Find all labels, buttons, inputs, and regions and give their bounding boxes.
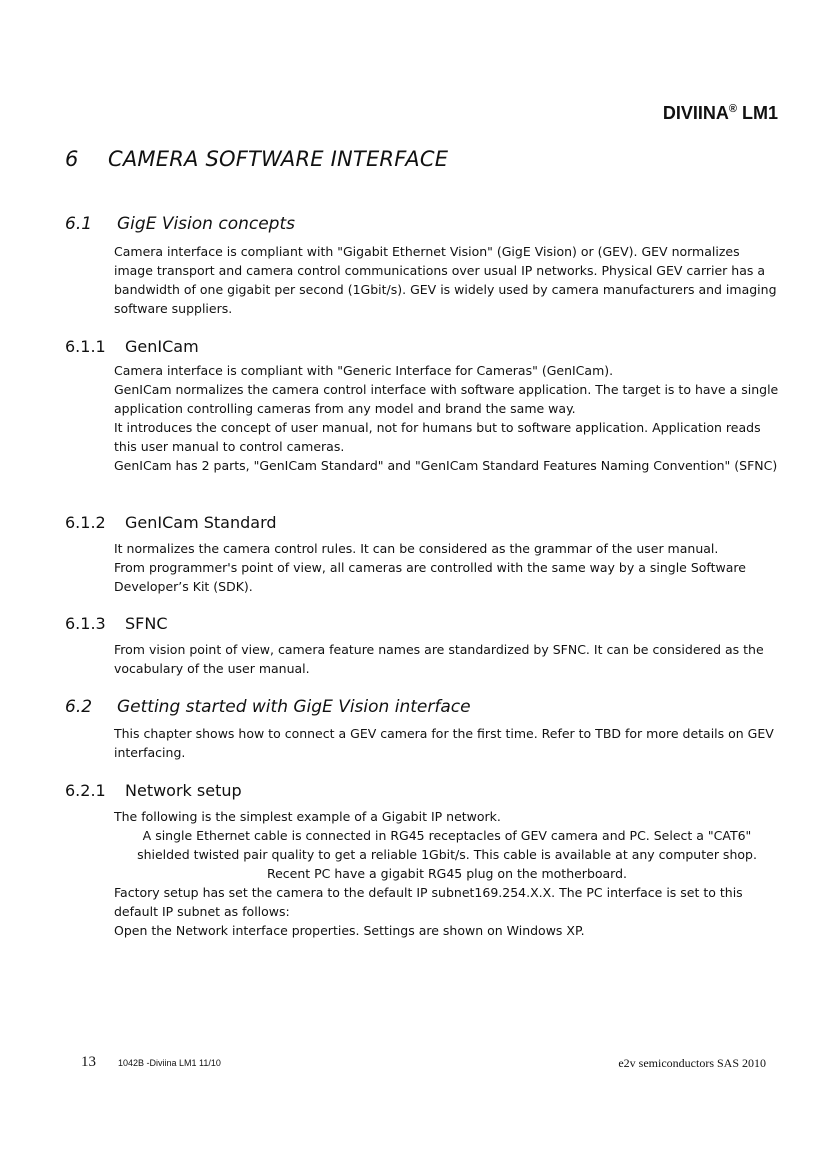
section-title: GenICam Standard [125, 513, 277, 532]
product-model: LM1 [742, 103, 778, 123]
footer-company: e2v semiconductors SAS 2010 [618, 1056, 766, 1070]
paragraph: The following is the simplest example of a Gigabit IP network. [114, 809, 501, 824]
section-number: 6.2 [65, 697, 93, 717]
centered-line: A single Ethernet cable is connected in RG45 receptacles of GEV camera and PC. Select a "CAT6" [142, 828, 752, 843]
section-6-1-2-body [114, 539, 780, 596]
section-6-1-body [114, 242, 780, 318]
paragraph: Camera interface is compliant with "Generic Interface for Cameras" (GenICam). [114, 363, 614, 378]
section-number: 6.1.1 [65, 337, 106, 356]
section-title: Network setup [125, 781, 242, 800]
paragraph: GenICam normalizes the camera control interface with software application. The target is to have a single application controlling cameras from any model and brand the same way. [114, 382, 779, 416]
product-name: DIVIINA [662, 103, 729, 123]
paragraph: It introduces the concept of user manual, not for humans but to software application. Application reads this user manual to control cameras. [114, 420, 761, 454]
paragraph: Open the Network interface properties. Settings are shown on Windows XP. [114, 923, 585, 938]
document-header [663, 103, 778, 124]
footer-page-number: 13 [81, 1054, 96, 1070]
section-6-2-body [114, 724, 780, 762]
section-title: SFNC [125, 614, 168, 633]
section-number: 6.2.1 [65, 781, 106, 800]
paragraph: GenICam has 2 parts, "GenICam Standard" and "GenICam Standard Features Naming Convention" (SFNC) [114, 458, 778, 473]
chapter-title [65, 147, 448, 171]
section-heading-6-2 [65, 697, 471, 717]
section-number: 6.1.2 [65, 513, 106, 532]
section-6-1-3-body [114, 640, 780, 678]
paragraph: From vision point of view, camera feature names are standardized by SFNC. It can be considered as the vocabulary of the user manual. [114, 642, 764, 676]
section-heading-6-1 [65, 214, 295, 234]
section-title: GigE Vision concepts [117, 214, 295, 234]
section-heading-6-1-1 [65, 337, 199, 356]
centered-line: Recent PC have a gigabit RG45 plug on the motherboard. [266, 866, 628, 881]
section-heading-6-2-1 [65, 781, 242, 800]
paragraph: Factory setup has set the camera to the default IP subnet169.254.X.X. The PC interface is set to this default IP subnet as follows: [114, 885, 743, 919]
centered-line: shielded twisted pair quality to get a reliable 1Gbit/s. This cable is available at any computer shop. [137, 847, 757, 862]
footer-doc-reference: 1042B -Diviina LM1 11/10 [118, 1058, 221, 1068]
chapter-title-text: CAMERA SOFTWARE INTERFACE [108, 147, 449, 171]
paragraph: From programmer's point of view, all cameras are controlled with the same way by a single Software Developer’s Kit (SDK). [114, 560, 746, 594]
chapter-number: 6 [65, 147, 79, 171]
paragraph: It normalizes the camera control rules. It can be considered as the grammar of the user manual. [114, 541, 719, 556]
paragraph: Camera interface is compliant with "Gigabit Ethernet Vision" (GigE Vision) or (GEV). GEV normalizes image transport and camera control communications over usual IP networks. Physical GEV carrier has a bandwidth of one gigabit per second (1Gbit/s). GEV is widely used by camera manufacturers and imaging software suppliers. [114, 244, 777, 316]
section-6-2-1-body [114, 807, 780, 940]
section-title: Getting started with GigE Vision interface [117, 697, 471, 717]
section-heading-6-1-3 [65, 614, 168, 633]
section-6-1-1-body [114, 361, 780, 475]
section-number: 6.1.3 [65, 614, 106, 633]
registered-mark: ® [728, 103, 737, 115]
section-title: GenICam [125, 337, 199, 356]
section-number: 6.1 [65, 214, 93, 234]
paragraph: This chapter shows how to connect a GEV camera for the first time. Refer to TBD for more details on GEV interfacing. [114, 726, 774, 760]
section-heading-6-1-2 [65, 513, 277, 532]
